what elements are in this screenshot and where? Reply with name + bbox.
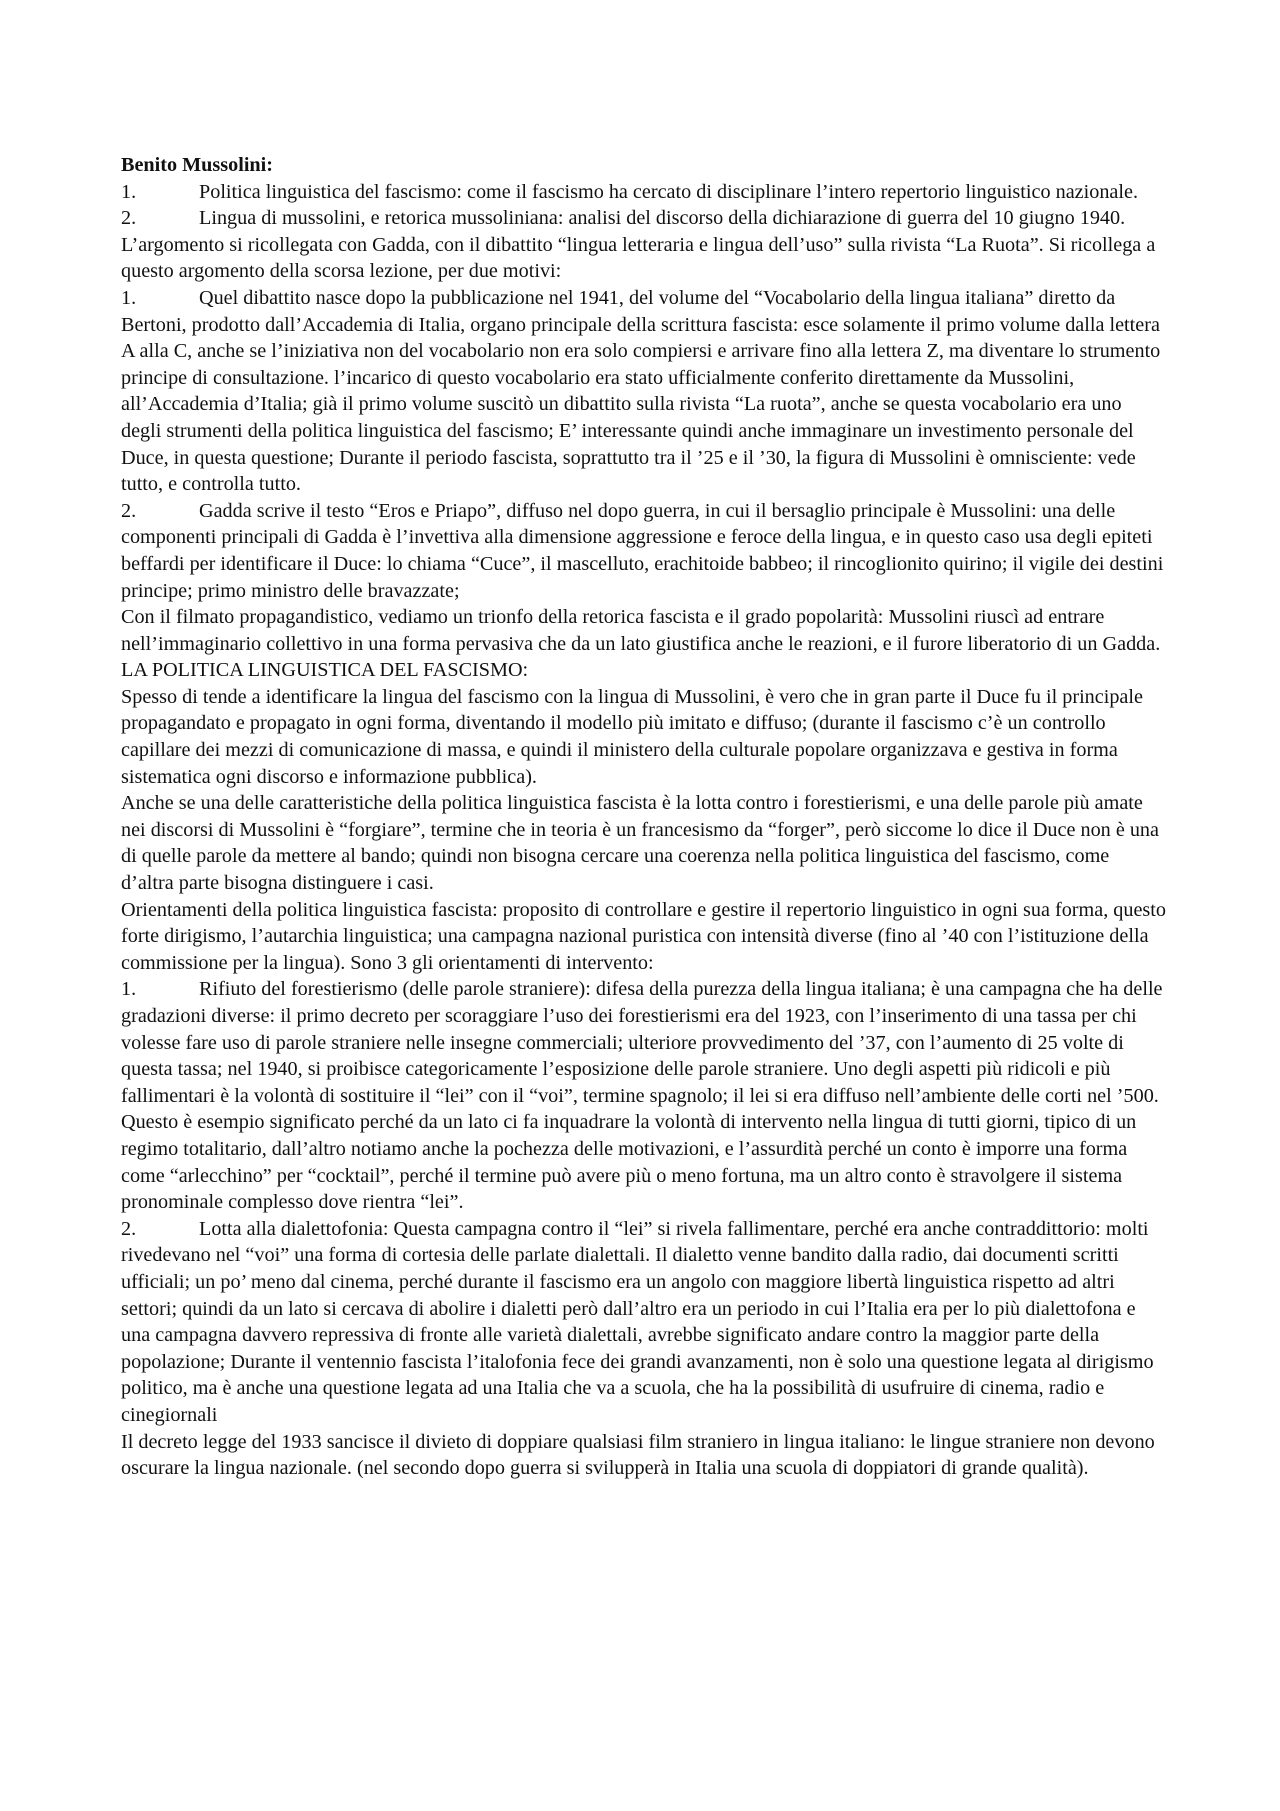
paragraph-orientamenti: Orientamenti della politica linguistica fascista: proposito di controllare e gestire il repertorio linguistico in ogni sua forma, questo forte dirigismo, l’autarchia linguistica; una campagna nazional puristica con intensità diverse (fino al ’40 con l’istituzione della commissione per la lingua). Sono 3 gli orientamenti di intervento:	[121, 898, 1166, 974]
paragraph-spesso: Spesso di tende a identificare la lingua del fascismo con la lingua di Mussolini, è vero che in gran parte il Duce fu il principale propagandato e propagato in ogni forma, diventando il modello più imitato e diffuso; (durante il fascismo c’è un controllo capillare dei mezzi di comunicazione di massa, e quindi il ministero della culturale popolare organizzava e gestiva in forma sistematica ogni discorso e informazione pubblica).	[121, 685, 1143, 788]
motivo-item-number: 2.	[121, 499, 137, 522]
intro-item-1	[121, 179, 1166, 206]
motivo-item-number: 1.	[121, 286, 137, 309]
intro-item-text: Lingua di mussolini, e retorica mussoliniana: analisi del discorso della dichiarazione di guerra del 10 giugno 1940.	[199, 207, 1126, 230]
orientamento-item-number: 1.	[121, 978, 137, 1001]
document-page	[121, 152, 1166, 1482]
motivo-item-text: Gadda scrive il testo “Eros e Priapo”, diffuso nel dopo guerra, in cui il bersaglio principale è Mussolini: una delle componenti principali di Gadda è l’invettiva alla dimensione aggressione e feroce della lingua, e in questo caso usa degli epiteti beffardi per identificare il Duce: lo chiama “Cuce”, il mascelluto, erachitoide babbeo; il rincoglionito quirino; il vigile dei destini principe; primo ministro delle bravazzate;	[121, 499, 1164, 602]
motivo-item-text: Quel dibattito nasce dopo la pubblicazione nel 1941, del volume del “Vocabolario della lingua italiana” diretto da Bertoni, prodotto dall’Accademia di Italia, organo principale della scrittura fascista: esce solamente il primo volume dalla lettera A alla C, anche se l’iniziativa non del vocabolario non era solo compiersi e arrivare fino alla lettera Z, ma diventare lo strumento principe di consultazione. l’incarico di questo vocabolario era stato ufficialmente conferito direttamente da Mussolini, all’Accademia d’Italia; già il primo volume suscitò un dibattito sulla rivista “La ruota”, anche se questa vocabolario era uno degli strumenti della politica linguistica del fascismo; E’ interessante quindi anche immaginare un investimento personale del Duce, in questa questione; Durante il periodo fascista, soprattutto tra il ’25 e il ’30, la figura di Mussolini è omnisciente: vede tutto, e controlla tutto.	[121, 286, 1161, 496]
section-heading: LA POLITICA LINGUISTICA DEL FASCISMO:	[121, 659, 529, 682]
orientamento-item-1	[121, 976, 1166, 1215]
orientamento-item-text: Lotta alla dialettofonia: Questa campagna contro il “lei” si rivela fallimentare, perché era anche contraddittorio: molti rivedevano nel “voi” una forma di cortesia delle parlate dialettali. Il dialetto venne bandito dalla radio, dai documenti scritti ufficiali; un po’ meno dal cinema, perché durante il fascismo era un angolo con maggiore libertà linguistica rispetto ad altri settori; quindi da un lato si cercava di abolire i dialetti però dall’altro era un periodo in cui l’Italia era per lo più dialettofona e una campagna davvero repressiva di fronte alle varietà dialettali, avrebbe significato andare contro la maggior parte della popolazione; Durante il ventennio fascista l’italofonia fece dei grandi avanzamenti, non è solo una questione legata al dirigismo politico, ma è anche una questione legata ad una Italia che va a scuola, che ha la possibilità di usufruire di cinema, radio e cinegiornali	[121, 1217, 1154, 1426]
intro-item-number: 1.	[121, 180, 137, 203]
motivo-item-1	[121, 285, 1166, 498]
intro-item-number: 2.	[121, 207, 137, 230]
paragraph-decreto: Il decreto legge del 1933 sancisce il divieto di doppiare qualsiasi film straniero in lingua italiano: le lingue straniere non devono oscurare la lingua nazionale. (nel secondo dopo guerra si svilupperà in Italia una scuola di doppiatori di grande qualità).	[121, 1430, 1155, 1480]
paragraph-anche: Anche se una delle caratteristiche della politica linguistica fascista è la lotta contro i forestierismi, e una delle parole più amate nei discorsi di Mussolini è “forgiare”, termine che in teoria è un francesismo da “forger”, però siccome lo dice il Duce non è una di quelle parole da mettere al bando; quindi non bisogna cercare una coerenza nella politica linguistica del fascismo, come d’altra parte bisogna distinguere i casi.	[121, 792, 1159, 895]
orientamento-item-text: Rifiuto del forestierismo (delle parole straniere): difesa della purezza della lingua italiana; è una campagna che ha delle gradazioni diverse: il primo decreto per scoraggiare l’uso dei forestierismi era del 1923, con l’inserimento di una tassa per chi volesse fare uso di parole straniere nelle insegne commerciali; ulteriore provvedimento del ’37, con l’aumento di 25 volte di questa tassa; nel 1940, si proibisce categoricamente l’esposizione delle parole straniere. Uno degli aspetti più ridicoli e più fallimentari è la volontà di sostituire il “lei” con il “voi”, termine spagnolo; il lei si era diffuso nell’ambiente delle corti nel ’500. Questo è esempio significato perché da un lato ci fa inquadrare la volontà di intervento nella lingua di tutti giorni, tipico di un regimo totalitario, dall’altro notiamo anche la pochezza delle motivazioni, e l’assurdità perché un conto è imporre una forma come “arlecchino” per “cocktail”, perché il termine può avere più o meno fortuna, ma un altro conto è stravolgere il sistema pronominale complesso dove rientra “lei”.	[121, 978, 1163, 1214]
paragraph-filmato: Con il filmato propagandistico, vediamo un trionfo della retorica fascista e il grado popolarità: Mussolini riuscì ad entrare nell’immaginario collettivo in una forma pervasiva che da un lato giustifica anche le reazioni, e il furore liberatorio di un Gadda.	[121, 606, 1161, 655]
intro-item-2	[121, 205, 1166, 232]
document-title: Benito Mussolini:	[121, 154, 273, 176]
paragraph-argomento: L’argomento si ricollegata con Gadda, con il dibattito “lingua letteraria e lingua dell’uso” sulla rivista “La Ruota”. Si ricollega a questo argomento della scorsa lezione, per due motivi:	[121, 233, 1156, 283]
orientamento-item-2	[121, 1216, 1166, 1429]
orientamento-item-number: 2.	[121, 1217, 137, 1240]
motivo-item-2	[121, 498, 1166, 604]
intro-item-text: Politica linguistica del fascismo: come il fascismo ha cercato di disciplinare l’intero repertorio linguistico nazionale.	[199, 180, 1138, 203]
